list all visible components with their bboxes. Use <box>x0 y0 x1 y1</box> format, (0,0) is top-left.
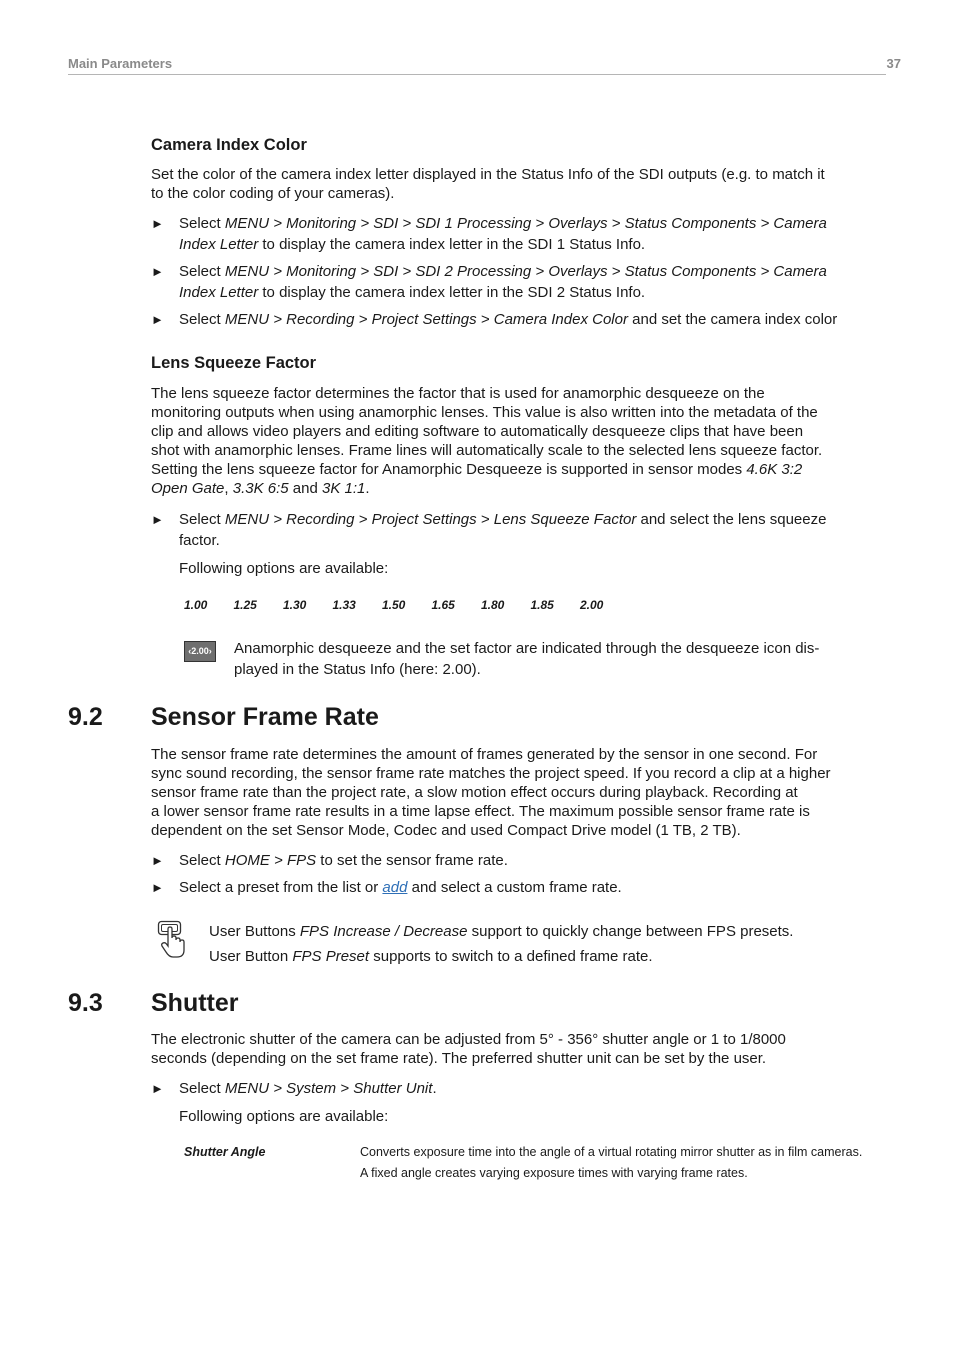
option-value: 1.85 <box>530 598 554 612</box>
sensor-frame-rate-bullet-2: ► Select a preset from the list or add and select a custom frame rate. <box>151 879 622 896</box>
sensor-frame-rate-paragraph: The sensor frame rate determines the amount of frames generated by the sensor in one second. For sync sound recording, the sensor frame rate matches the project speed. If you record a clip at a higher sensor frame rate than the project rate, a slow motion effect occurs during playback. Recording at a lower sensor frame rate results in a time lapse effect. The maximum possible sensor frame rate is dependent on the set Sensor Mode, Codec and used Compact Drive model (1 TB, 2 TB). <box>151 746 831 839</box>
option-value: 1.65 <box>431 598 455 612</box>
hand-pointer-icon <box>157 920 189 960</box>
header-rule <box>68 74 886 75</box>
sensor-frame-rate-bullet-1: ► Select HOME > FPS to set the sensor frame rate. <box>151 852 508 869</box>
add-link[interactable]: add <box>382 879 408 896</box>
camera-index-bullet-1: ► Select MENU > Monitoring > SDI > SDI 1 Processing > Overlays > Status Components > Camera Index Letter to display the camera index letter in the SDI 1 Status Info. <box>151 215 827 253</box>
option-value: 1.33 <box>332 598 356 612</box>
option-value: 1.30 <box>283 598 307 612</box>
camera-index-bullet-2: ► Select MENU > Monitoring > SDI > SDI 2 Processing > Overlays > Status Components > Camera Index Letter to display the camera index letter in the SDI 2 Status Info. <box>151 263 827 301</box>
shutter-table-description: Converts exposure time into the angle of a virtual rotating mirror shutter as in film cameras. A fixed angle creates varying exposure times with varying frame rates. <box>360 1145 863 1180</box>
camera-index-heading: Camera Index Color <box>151 136 307 154</box>
lens-squeeze-paragraph: The lens squeeze factor determines the factor that is used for anamorphic desqueeze on the monitoring outputs when using anamorphic lenses. This value is also written into the metadata of the clip and allows video players and editing software to automatically desqueeze clips that have been shot with anamorphic lenses. Frame lines will automatically scale to the selected lens squeeze factor. Setting the lens squeeze factor for Anamorphic Desqueeze is supported in sensor modes 4.6K 3:2 Open Gate, 3.3K 6:5 and 3K 1:1. <box>151 385 823 497</box>
triangle-right-icon: ► <box>151 512 164 527</box>
section-number-9-2: 9.2 <box>68 703 103 731</box>
triangle-right-icon: ► <box>151 1081 164 1096</box>
desqueeze-icon: ‹2.00› <box>184 641 216 662</box>
shutter-following: Following options are available: <box>179 1108 389 1125</box>
triangle-right-icon: ► <box>151 216 164 231</box>
triangle-right-icon: ► <box>151 264 164 279</box>
option-value: 1.50 <box>382 598 406 612</box>
option-value: 2.00 <box>580 598 604 612</box>
option-value: 1.25 <box>233 598 257 612</box>
shutter-table-term: Shutter Angle <box>184 1145 266 1159</box>
section-number-9-3: 9.3 <box>68 989 103 1017</box>
triangle-right-icon: ► <box>151 312 164 327</box>
option-value: 1.80 <box>481 598 505 612</box>
fps-tip: User Buttons FPS Increase / Decrease support to quickly change between FPS presets. User Button FPS Preset supports to switch to a defined frame rate. <box>209 923 794 965</box>
triangle-right-icon: ► <box>151 880 164 895</box>
lens-squeeze-bullet: ► Select MENU > Recording > Project Settings > Lens Squeeze Factor and select the lens squeeze factor. <box>151 511 827 549</box>
camera-index-paragraph: Set the color of the camera index letter displayed in the Status Info of the SDI outputs (e.g. to match it to the color coding of your cameras). <box>151 166 825 202</box>
lens-squeeze-options <box>184 598 630 612</box>
lens-squeeze-following: Following options are available: <box>179 560 389 577</box>
shutter-heading: Shutter <box>151 989 239 1017</box>
desqueeze-note: Anamorphic desqueeze and the set factor are indicated through the desqueeze icon dis- played in the Status Info (here: 2.00). <box>234 640 820 678</box>
camera-index-bullet-3: ► Select MENU > Recording > Project Settings > Camera Index Color and set the camera index color <box>151 311 838 328</box>
shutter-paragraph: The electronic shutter of the camera can be adjusted from 5° - 356° shutter angle or 1 to 1/8000 seconds (depending on the set frame rate). The preferred shutter unit can be set by the user. <box>151 1031 786 1067</box>
running-header-title: Main Parameters <box>68 56 173 71</box>
page-number: 37 <box>886 56 901 71</box>
option-value: 1.00 <box>184 598 208 612</box>
shutter-bullet: ► Select MENU > System > Shutter Unit. <box>151 1080 437 1097</box>
triangle-right-icon: ► <box>151 853 164 868</box>
lens-squeeze-heading: Lens Squeeze Factor <box>151 354 317 372</box>
sensor-frame-rate-heading: Sensor Frame Rate <box>151 703 379 731</box>
